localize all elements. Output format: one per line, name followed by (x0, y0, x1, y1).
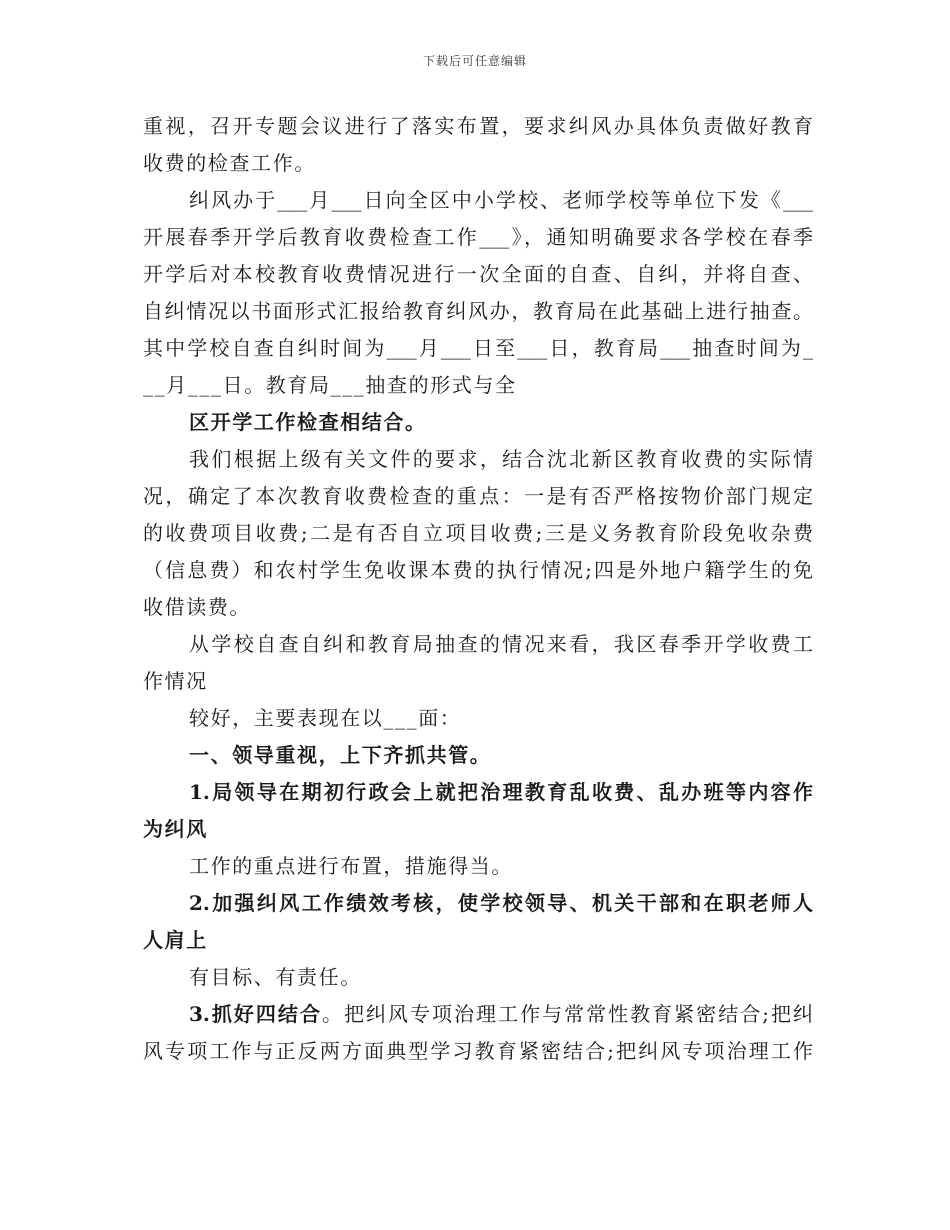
numbered-item-heading: 为纠风 (143, 817, 208, 841)
paragraph-line: 纠风办于___月___日向全区中小学校、老师学校等单位下发《___ (189, 188, 813, 212)
paragraph-line: 从学校自查自纠和教育局抽查的情况来看，我区春季开学收费工 (189, 632, 813, 656)
paragraph-line: 开学后对本校教育收费情况进行一次全面的自查、自纠，并将自查、 (143, 262, 813, 286)
paragraph-line: 有目标、有责任。 (189, 965, 362, 989)
section-heading: 一、领导重视，上下齐抓共管。 (189, 743, 492, 767)
paragraph-line: 的收费项目收费;二是有否自立项目收费;三是义务教育阶段免收杂费 (143, 521, 813, 545)
numbered-item-heading: 2.加强纠风工作绩效考核，使学校领导、机关干部和在职老师人 (189, 891, 813, 915)
paragraph-line: __月___日。教育局___抽查的形式与全 (143, 373, 517, 397)
paragraph-line: 收费的检查工作。 (143, 151, 316, 175)
paragraph-line: 其中学校自查自纠时间为___月___日至___日，教育局___抽查时间为_ (143, 336, 813, 360)
document-body (143, 108, 813, 1070)
paragraph-line (143, 996, 813, 1033)
paragraph-text: 。把纠风专项治理工作与常常性教育紧密结合;把纠 (321, 1002, 813, 1026)
paragraph-line: 开展春季开学后教育收费检查工作___》，通知明确要求各学校在春季 (143, 225, 813, 249)
paragraph-line: 收借读费。 (143, 595, 251, 619)
numbered-item-heading: 3.抓好四结合 (189, 1002, 322, 1026)
paragraph-line: 自纠情况以书面形式汇报给教育纠风办，教育局在此基础上进行抽查。 (143, 299, 813, 323)
paragraph-line: 区开学工作检查相结合。 (189, 410, 427, 434)
numbered-item-heading: 人肩上 (143, 928, 208, 952)
paragraph-line: 况，确定了本次教育收费检查的重点：一是有否严格按物价部门规定 (143, 484, 813, 508)
paragraph-line: 工作的重点进行布置，措施得当。 (189, 854, 513, 878)
paragraph-line: 重视，召开专题会议进行了落实布置，要求纠风办具体负责做好教育 (143, 114, 813, 138)
paragraph-line: 风专项工作与正反两方面典型学习教育紧密结合;把纠风专项治理工作 (143, 1039, 813, 1063)
paragraph-line: 作情况 (143, 669, 208, 693)
paragraph-line: （信息费）和农村学生免收课本费的执行情况;四是外地户籍学生的免 (143, 558, 813, 582)
paragraph-line: 我们根据上级有关文件的要求，结合沈北新区教育收费的实际情 (189, 447, 813, 471)
numbered-item-heading: 1.局领导在期初行政会上就把治理教育乱收费、乱办班等内容作 (189, 780, 813, 804)
paragraph-line: 较好，主要表现在以___面： (189, 706, 462, 730)
page-header: 下载后可任意编辑 (422, 54, 527, 68)
